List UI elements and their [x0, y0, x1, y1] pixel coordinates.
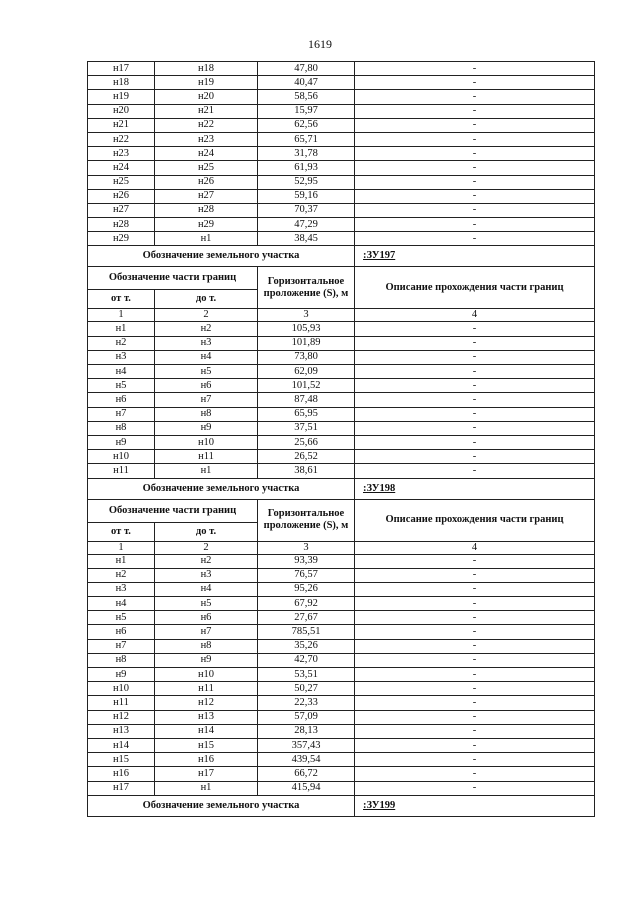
- distance-cell: 47,29: [258, 218, 355, 232]
- from-point-cell: н21: [88, 118, 155, 132]
- part-designation-header: Обозначение части границ: [88, 267, 258, 290]
- from-point-cell: н3: [88, 350, 155, 364]
- from-point-cell: н7: [88, 407, 155, 421]
- description-cell: -: [355, 554, 595, 568]
- description-cell: -: [355, 118, 595, 132]
- from-point-cell: н28: [88, 218, 155, 232]
- distance-cell: 28,13: [258, 724, 355, 738]
- distance-cell: 35,26: [258, 639, 355, 653]
- distance-cell: 26,52: [258, 450, 355, 464]
- to-point-cell: н6: [155, 611, 258, 625]
- description-cell: -: [355, 322, 595, 336]
- distance-cell: 42,70: [258, 653, 355, 667]
- description-cell: -: [355, 365, 595, 379]
- to-point-cell: н16: [155, 753, 258, 767]
- land-plot-row: [88, 246, 595, 267]
- table-row: [88, 147, 595, 161]
- table-row: [88, 365, 595, 379]
- to-point-cell: н26: [155, 175, 258, 189]
- from-point-cell: н29: [88, 232, 155, 246]
- column-number: 2: [155, 309, 258, 322]
- distance-cell: 52,95: [258, 175, 355, 189]
- description-cell: -: [355, 189, 595, 203]
- description-cell: -: [355, 682, 595, 696]
- from-point-cell: н7: [88, 639, 155, 653]
- distance-cell: 27,67: [258, 611, 355, 625]
- table-row: [88, 781, 595, 795]
- from-point-cell: н4: [88, 597, 155, 611]
- description-cell: -: [355, 668, 595, 682]
- to-point-header: до т.: [155, 290, 258, 309]
- to-point-cell: н17: [155, 767, 258, 781]
- to-point-cell: н6: [155, 379, 258, 393]
- description-cell: -: [355, 104, 595, 118]
- land-plot-label: Обозначение земельного участка: [88, 246, 355, 267]
- distance-cell: 47,80: [258, 62, 355, 76]
- from-point-cell: н9: [88, 435, 155, 449]
- table-row: [88, 554, 595, 568]
- to-point-cell: н23: [155, 132, 258, 146]
- from-point-cell: н13: [88, 724, 155, 738]
- to-point-cell: н9: [155, 653, 258, 667]
- to-point-cell: н22: [155, 118, 258, 132]
- description-cell: -: [355, 738, 595, 752]
- part-designation-header: Обозначение части границ: [88, 499, 258, 522]
- boundary-table-body: [88, 62, 595, 817]
- table-row: [88, 767, 595, 781]
- to-point-header: до т.: [155, 522, 258, 541]
- column-number-row: [88, 309, 595, 322]
- description-header: Описание прохождения части границ: [355, 267, 595, 309]
- distance-cell: 785,51: [258, 625, 355, 639]
- to-point-cell: н25: [155, 161, 258, 175]
- to-point-cell: н10: [155, 668, 258, 682]
- to-point-cell: н14: [155, 724, 258, 738]
- to-point-cell: н7: [155, 393, 258, 407]
- from-point-cell: н10: [88, 450, 155, 464]
- distance-header: Горизонтальное проложение (S), м: [258, 267, 355, 309]
- table-header-row: [88, 267, 595, 290]
- table-row: [88, 738, 595, 752]
- distance-cell: 357,43: [258, 738, 355, 752]
- to-point-cell: н2: [155, 554, 258, 568]
- to-point-cell: н3: [155, 336, 258, 350]
- distance-cell: 65,71: [258, 132, 355, 146]
- distance-cell: 61,93: [258, 161, 355, 175]
- table-row: [88, 753, 595, 767]
- table-row: [88, 582, 595, 596]
- from-point-header: от т.: [88, 522, 155, 541]
- distance-cell: 65,95: [258, 407, 355, 421]
- distance-cell: 439,54: [258, 753, 355, 767]
- column-number: 4: [355, 541, 595, 554]
- to-point-cell: н18: [155, 62, 258, 76]
- table-row: [88, 611, 595, 625]
- table-row: [88, 76, 595, 90]
- land-plot-label: Обозначение земельного участка: [88, 795, 355, 816]
- to-point-cell: н24: [155, 147, 258, 161]
- table-row: [88, 379, 595, 393]
- from-point-cell: н6: [88, 393, 155, 407]
- table-row: [88, 132, 595, 146]
- distance-cell: 22,33: [258, 696, 355, 710]
- to-point-cell: н8: [155, 407, 258, 421]
- to-point-cell: н8: [155, 639, 258, 653]
- description-cell: -: [355, 76, 595, 90]
- table-row: [88, 724, 595, 738]
- from-point-cell: н26: [88, 189, 155, 203]
- from-point-cell: н12: [88, 710, 155, 724]
- from-point-cell: н17: [88, 62, 155, 76]
- description-cell: -: [355, 90, 595, 104]
- to-point-cell: н5: [155, 365, 258, 379]
- from-point-cell: н16: [88, 767, 155, 781]
- table-row: [88, 218, 595, 232]
- land-plot-row: [88, 478, 595, 499]
- to-point-cell: н4: [155, 350, 258, 364]
- from-point-header: от т.: [88, 290, 155, 309]
- table-row: [88, 653, 595, 667]
- description-cell: -: [355, 175, 595, 189]
- distance-cell: 59,16: [258, 189, 355, 203]
- column-number: 4: [355, 309, 595, 322]
- from-point-cell: н14: [88, 738, 155, 752]
- to-point-cell: н12: [155, 696, 258, 710]
- description-cell: -: [355, 639, 595, 653]
- table-row: [88, 322, 595, 336]
- distance-cell: 25,66: [258, 435, 355, 449]
- table-row: [88, 668, 595, 682]
- distance-cell: 415,94: [258, 781, 355, 795]
- table-row: [88, 464, 595, 478]
- distance-cell: 76,57: [258, 568, 355, 582]
- distance-cell: 57,09: [258, 710, 355, 724]
- from-point-cell: н8: [88, 653, 155, 667]
- from-point-cell: н10: [88, 682, 155, 696]
- description-cell: -: [355, 724, 595, 738]
- to-point-cell: н5: [155, 597, 258, 611]
- distance-cell: 37,51: [258, 421, 355, 435]
- table-row: [88, 407, 595, 421]
- table-row: [88, 435, 595, 449]
- from-point-cell: н1: [88, 554, 155, 568]
- distance-cell: 53,51: [258, 668, 355, 682]
- from-point-cell: н2: [88, 336, 155, 350]
- to-point-cell: н3: [155, 568, 258, 582]
- distance-cell: 58,56: [258, 90, 355, 104]
- table-row: [88, 62, 595, 76]
- to-point-cell: н21: [155, 104, 258, 118]
- column-number: 1: [88, 309, 155, 322]
- distance-cell: 95,26: [258, 582, 355, 596]
- description-cell: -: [355, 753, 595, 767]
- description-cell: -: [355, 710, 595, 724]
- column-number: 1: [88, 541, 155, 554]
- description-cell: -: [355, 393, 595, 407]
- description-cell: -: [355, 435, 595, 449]
- description-cell: -: [355, 218, 595, 232]
- table-row: [88, 450, 595, 464]
- from-point-cell: н18: [88, 76, 155, 90]
- to-point-cell: н28: [155, 203, 258, 217]
- table-row: [88, 597, 595, 611]
- from-point-cell: н15: [88, 753, 155, 767]
- description-cell: -: [355, 132, 595, 146]
- land-plot-label: Обозначение земельного участка: [88, 478, 355, 499]
- to-point-cell: н19: [155, 76, 258, 90]
- description-cell: -: [355, 611, 595, 625]
- description-cell: -: [355, 653, 595, 667]
- description-cell: -: [355, 696, 595, 710]
- from-point-cell: н23: [88, 147, 155, 161]
- table-row: [88, 421, 595, 435]
- from-point-cell: н6: [88, 625, 155, 639]
- to-point-cell: н13: [155, 710, 258, 724]
- from-point-cell: н22: [88, 132, 155, 146]
- table-row: [88, 625, 595, 639]
- description-cell: -: [355, 350, 595, 364]
- description-header: Описание прохождения части границ: [355, 499, 595, 541]
- land-plot-code: :ЗУ199: [355, 795, 595, 816]
- to-point-cell: н10: [155, 435, 258, 449]
- from-point-cell: н4: [88, 365, 155, 379]
- from-point-cell: н19: [88, 90, 155, 104]
- table-row: [88, 161, 595, 175]
- description-cell: -: [355, 203, 595, 217]
- distance-cell: 101,52: [258, 379, 355, 393]
- distance-cell: 87,48: [258, 393, 355, 407]
- distance-cell: 38,45: [258, 232, 355, 246]
- description-cell: -: [355, 379, 595, 393]
- to-point-cell: н1: [155, 464, 258, 478]
- table-row: [88, 104, 595, 118]
- to-point-cell: н1: [155, 232, 258, 246]
- table-row: [88, 175, 595, 189]
- from-point-cell: н9: [88, 668, 155, 682]
- from-point-cell: н5: [88, 611, 155, 625]
- description-cell: -: [355, 568, 595, 582]
- table-row: [88, 118, 595, 132]
- table-row: [88, 232, 595, 246]
- description-cell: -: [355, 450, 595, 464]
- land-plot-code: :ЗУ198: [355, 478, 595, 499]
- distance-header: Горизонтальное проложение (S), м: [258, 499, 355, 541]
- from-point-cell: н11: [88, 696, 155, 710]
- distance-cell: 93,39: [258, 554, 355, 568]
- to-point-cell: н7: [155, 625, 258, 639]
- description-cell: -: [355, 767, 595, 781]
- description-cell: -: [355, 147, 595, 161]
- table-row: [88, 393, 595, 407]
- distance-cell: 105,93: [258, 322, 355, 336]
- distance-cell: 38,61: [258, 464, 355, 478]
- table-row: [88, 568, 595, 582]
- description-cell: -: [355, 464, 595, 478]
- distance-cell: 73,80: [258, 350, 355, 364]
- distance-cell: 31,78: [258, 147, 355, 161]
- table-row: [88, 696, 595, 710]
- distance-cell: 70,37: [258, 203, 355, 217]
- to-point-cell: н20: [155, 90, 258, 104]
- to-point-cell: н15: [155, 738, 258, 752]
- from-point-cell: н20: [88, 104, 155, 118]
- distance-cell: 62,09: [258, 365, 355, 379]
- to-point-cell: н9: [155, 421, 258, 435]
- from-point-cell: н27: [88, 203, 155, 217]
- distance-cell: 40,47: [258, 76, 355, 90]
- column-number-row: [88, 541, 595, 554]
- to-point-cell: н1: [155, 781, 258, 795]
- table-row: [88, 90, 595, 104]
- column-number: 3: [258, 541, 355, 554]
- table-row: [88, 710, 595, 724]
- description-cell: -: [355, 625, 595, 639]
- page-number: 1619: [308, 37, 332, 51]
- from-point-cell: н3: [88, 582, 155, 596]
- to-point-cell: н4: [155, 582, 258, 596]
- land-plot-code: :ЗУ197: [355, 246, 595, 267]
- distance-cell: 101,89: [258, 336, 355, 350]
- boundary-table: [87, 61, 595, 817]
- description-cell: -: [355, 232, 595, 246]
- table-row: [88, 189, 595, 203]
- to-point-cell: н11: [155, 682, 258, 696]
- description-cell: -: [355, 582, 595, 596]
- column-number: 3: [258, 309, 355, 322]
- description-cell: -: [355, 421, 595, 435]
- description-cell: -: [355, 336, 595, 350]
- table-header-row: [88, 499, 595, 522]
- description-cell: -: [355, 781, 595, 795]
- table-row: [88, 336, 595, 350]
- from-point-cell: н25: [88, 175, 155, 189]
- distance-cell: 50,27: [258, 682, 355, 696]
- from-point-cell: н8: [88, 421, 155, 435]
- from-point-cell: н11: [88, 464, 155, 478]
- from-point-cell: н1: [88, 322, 155, 336]
- from-point-cell: н24: [88, 161, 155, 175]
- column-number: 2: [155, 541, 258, 554]
- description-cell: -: [355, 407, 595, 421]
- description-cell: -: [355, 62, 595, 76]
- from-point-cell: н2: [88, 568, 155, 582]
- to-point-cell: н29: [155, 218, 258, 232]
- distance-cell: 67,92: [258, 597, 355, 611]
- table-row: [88, 682, 595, 696]
- distance-cell: 15,97: [258, 104, 355, 118]
- to-point-cell: н2: [155, 322, 258, 336]
- table-row: [88, 203, 595, 217]
- description-cell: -: [355, 597, 595, 611]
- table-row: [88, 350, 595, 364]
- distance-cell: 66,72: [258, 767, 355, 781]
- distance-cell: 62,56: [258, 118, 355, 132]
- table-row: [88, 639, 595, 653]
- description-cell: -: [355, 161, 595, 175]
- from-point-cell: н17: [88, 781, 155, 795]
- to-point-cell: н27: [155, 189, 258, 203]
- to-point-cell: н11: [155, 450, 258, 464]
- land-plot-row: [88, 795, 595, 816]
- from-point-cell: н5: [88, 379, 155, 393]
